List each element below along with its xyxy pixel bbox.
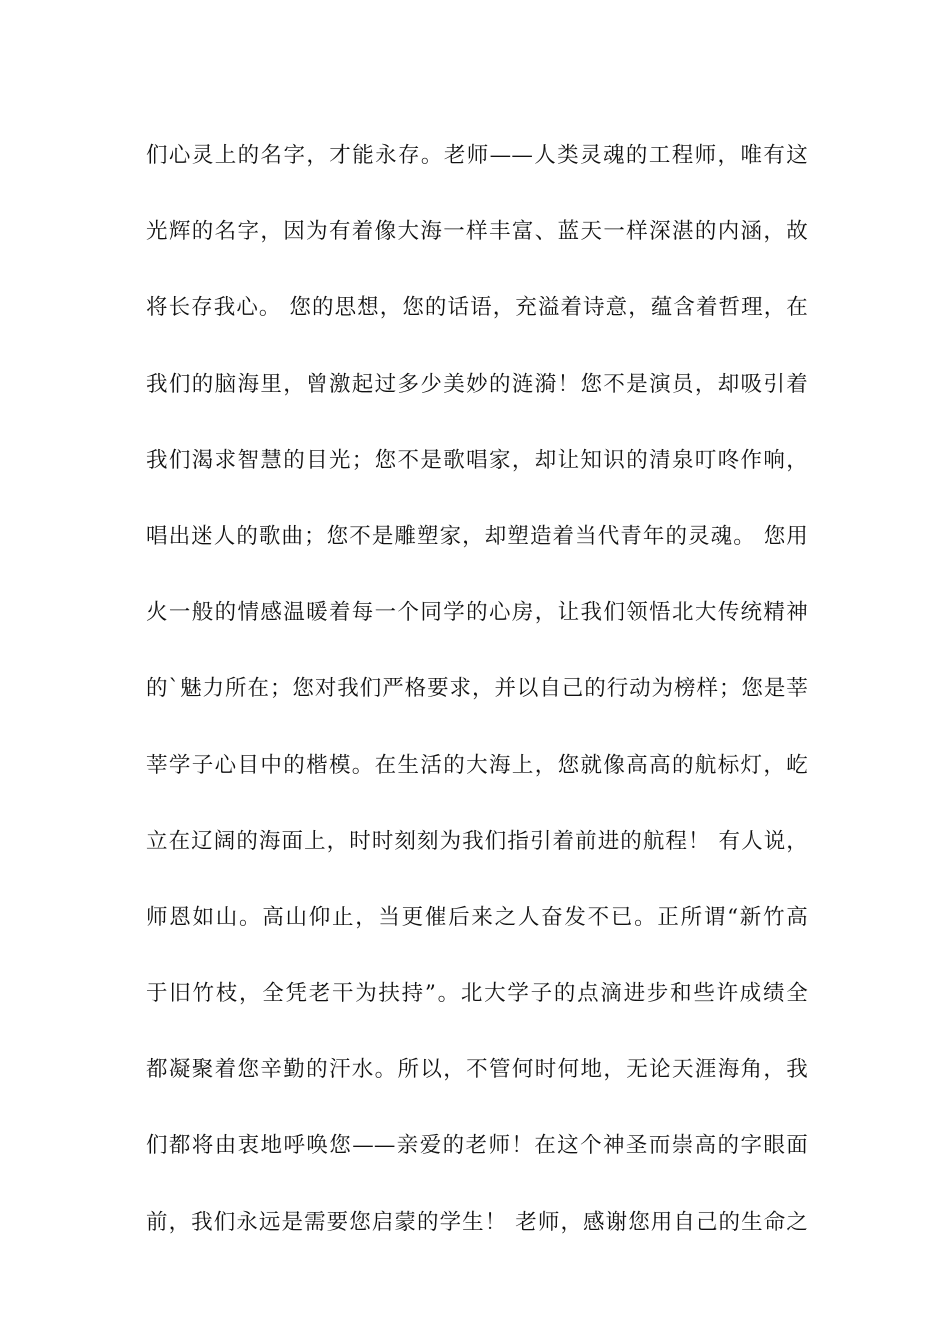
text-line: 光辉的名字，因为有着像大海一样丰富、蓝天一样深湛的内涵，故	[146, 219, 808, 245]
text-line: 都凝聚着您辛勤的汗水。所以，不管何时何地，无论天涯海角，我	[146, 1057, 808, 1083]
body-text	[146, 131, 808, 1274]
text-line: 莘学子心目中的楷模。在生活的大海上，您就像高高的航标灯，屹	[146, 752, 808, 778]
text-line: 立在辽阔的海面上，时时刻刻为我们指引着前进的航程！ 有人说，	[146, 828, 808, 854]
text-line: 于旧竹枝，全凭老干为扶持”。北大学子的点滴进步和些许成绩全	[146, 981, 808, 1007]
text-line: 们都将由衷地呼唤您——亲爱的老师！在这个神圣而崇高的字眼面	[146, 1133, 808, 1159]
text-line: 唱出迷人的歌曲；您不是雕塑家，却塑造着当代青年的灵魂。 您用	[146, 523, 808, 549]
text-line: 我们渴求智慧的目光；您不是歌唱家，却让知识的清泉叮咚作响，	[146, 447, 808, 473]
text-line: 火一般的情感温暖着每一个同学的心房，让我们领悟北大传统精神	[146, 600, 808, 626]
text-line: 的`魅力所在；您对我们严格要求，并以自己的行动为榜样；您是莘	[146, 676, 808, 702]
text-line: 我们的脑海里，曾激起过多少美妙的涟漪！您不是演员，却吸引着	[146, 371, 808, 397]
text-line: 前，我们永远是需要您启蒙的学生！ 老师，感谢您用自己的生命之	[146, 1209, 808, 1235]
text-line: 们心灵上的名字，才能永存。老师——人类灵魂的工程师，唯有这	[146, 143, 808, 168]
text-line: 师恩如山。高山仰止，当更催后来之人奋发不已。正所谓“新竹高	[146, 904, 808, 930]
text-line: 将长存我心。 您的思想，您的话语，充溢着诗意，蕴含着哲理，在	[146, 295, 808, 321]
